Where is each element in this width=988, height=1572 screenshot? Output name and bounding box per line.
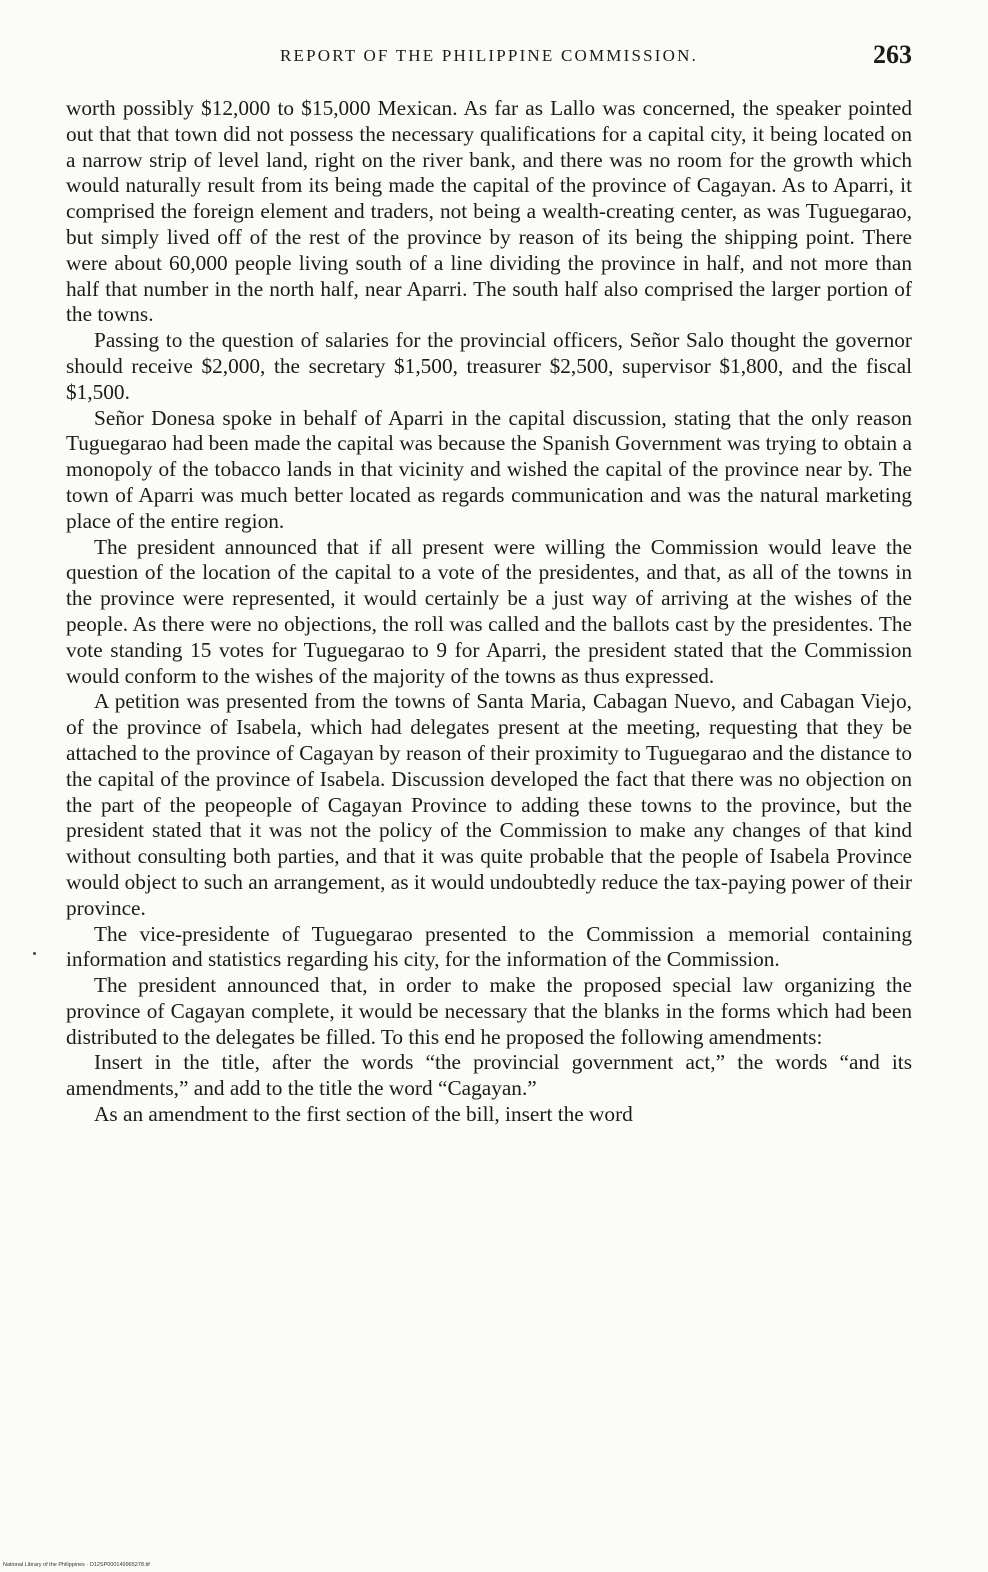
paragraph-8: Insert in the title, after the words “the provincial government act,” the words “and its amendments,” and add to the title the word “Cagayan.” bbox=[66, 1050, 912, 1101]
paragraph-6: The vice-presidente of Tuguegarao presented to the Commission a memorial containing information and statistics regarding his city, for the information of the Commission. bbox=[66, 921, 912, 972]
scan-speck bbox=[33, 952, 36, 955]
scan-footer-id: National Library of the Philippines · D12SP000149965278.tif bbox=[3, 1562, 150, 1568]
paragraph-4: The president announced that if all present were willing the Commission would leave the question of the location of the capital to a vote of the presidentes, and that, as all of the towns in the province were represented, it would certainly be a just way of arriving at the wishes of the people. As there were no objections, the roll was called and the ballots cast by the presidentes. The vote standing 15 votes for Tuguegarao to 9 for Aparri, the president stated that the Commission would conform to the wishes of the majority of the towns as thus expressed. bbox=[66, 534, 912, 688]
page-header bbox=[66, 42, 912, 72]
page-number: 263 bbox=[873, 40, 912, 69]
paragraph-9: As an amendment to the first section of the bill, insert the word bbox=[94, 1102, 633, 1127]
body-text bbox=[66, 96, 912, 1128]
running-title: REPORT OF THE PHILIPPINE COMMISSION. bbox=[279, 46, 699, 65]
paragraph-7: The president announced that, in order to make the proposed special law organizing the province of Cagayan complete, it would be necessary that the blanks in the forms which had been distributed to the delegates be filled. To this end he proposed the following amendments: bbox=[66, 973, 912, 1049]
paragraph-1: worth possibly $12,000 to $15,000 Mexican. As far as Lallo was concerned, the speaker pointed out that that town did not possess the necessary qualifications for a capital city, it being located on a narrow strip of level land, right on the river bank, and there was no room for the growth which would naturally result from its being made the capital of the province of Cagayan. As to Aparri, it comprised the foreign element and traders, not being a wealth-creating center, as was Tuguegarao, but simply lived off of the rest of the province by reason of its being the shipping point. There were about 60,000 people living south of a line dividing the province in half, and not more than half that number in the north half, near Aparri. The south half also comprised the larger portion of the towns. bbox=[66, 96, 912, 327]
paragraph-3: Señor Donesa spoke in behalf of Aparri in the capital discussion, stating that the only reason Tuguegarao had been made the capital was because the Spanish Government was trying to obtain a monopoly of the tobacco lands in that vicinity and wished the capital of the province near by. The town of Aparri was much better located as regards communication and was the natural marketing place of the entire region. bbox=[66, 405, 912, 533]
paragraph-5: A petition was presented from the towns of Santa Maria, Cabagan Nuevo, and Cabagan Viejo, of the province of Isabela, which had delegates present at the meeting, requesting that they be attached to the province of Cagayan by reason of their proximity to Tuguegarao and the distance to the capital of the province of Isabela. Discussion developed the fact that there was no objection on the part of the peopeople of Cagayan Province to adding these towns to the province, but the president stated that it was not the policy of the Commission to make any changes of that kind without consulting both parties, and that it was quite probable that the people of Isabela Province would object to such an arrangement, as it would undoubtedly reduce the tax-paying power of their province. bbox=[66, 689, 912, 920]
paragraph-2: Passing to the question of salaries for the provincial officers, Señor Salo thought the governor should receive $2,000, the secretary $1,500, treasurer $2,500, supervisor $1,800, and the fiscal $1,500. bbox=[66, 328, 912, 404]
